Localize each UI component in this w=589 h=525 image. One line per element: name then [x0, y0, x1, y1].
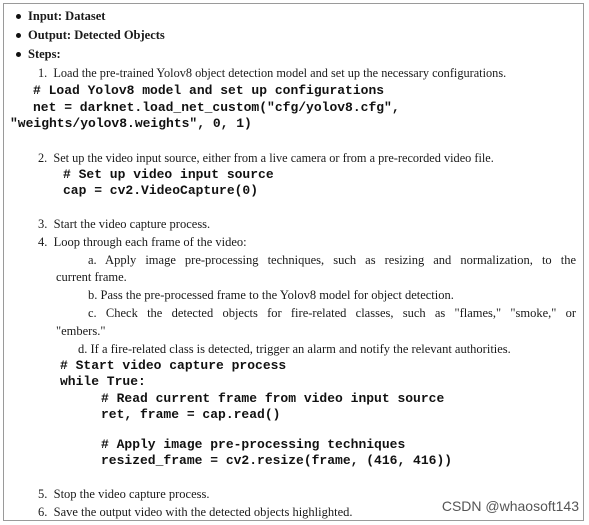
code-comment: # Start video capture process [60, 358, 287, 373]
step-4c-text: c. Check the detected objects for fire-related classes, such as "flames," "smoke," or [88, 306, 576, 320]
step-2-code-comment: # Set up video input source [63, 167, 274, 182]
step-4a-text: a. Apply image pre-processing techniques, such as resizing and normalization, to the [88, 253, 576, 267]
code-line: resized_frame = cv2.resize(frame, (416, 416)) [101, 453, 453, 468]
step-2-code-line: cap = cv2.VideoCapture(0) [63, 183, 259, 198]
step-5-text: 5. Stop the video capture process. [38, 487, 210, 501]
code-line: while True: [60, 374, 146, 389]
step-2-text: 2. Set up the video input source, either from a live camera or from a pre-recorded video file. [38, 151, 494, 165]
steps-label: Steps: [28, 47, 61, 61]
input-label: Input: Dataset [28, 9, 106, 23]
step-1-code-line: net = darknet.load_net_custom("cfg/yolov8.cfg", [33, 100, 400, 115]
code-comment: # Read current frame from video input source [101, 391, 445, 406]
step-3-text: 3. Start the video capture process. [38, 217, 211, 231]
step-1-text: 1. Load the pre-trained Yolov8 object detection model and set up the necessary configurations. [38, 66, 507, 80]
step-4c-text-cont: "embers." [56, 324, 106, 338]
code-comment: # Apply image pre-processing techniques [101, 437, 406, 452]
step-1-code-line: "weights/yolov8.weights", 0, 1) [10, 116, 252, 131]
step-4d-text: d. If a fire-related class is detected, trigger an alarm and notify the relevant authorities. [78, 342, 511, 356]
step-1-code-comment: # Load Yolov8 model and set up configurations [33, 83, 385, 98]
watermark: CSDN @whaosoft143 [441, 498, 579, 514]
bullet-dot [16, 33, 21, 38]
bullet-dot [16, 52, 21, 57]
step-4-text: 4. Loop through each frame of the video: [38, 235, 247, 249]
step-4b-text: b. Pass the pre-processed frame to the Yolov8 model for object detection. [88, 288, 454, 302]
step-4a-text-cont: current frame. [56, 270, 127, 284]
output-label: Output: Detected Objects [28, 28, 165, 42]
code-line: ret, frame = cap.read() [101, 407, 281, 422]
step-6-text: 6. Save the output video with the detected objects highlighted. [38, 505, 353, 519]
bullet-dot [16, 14, 21, 19]
